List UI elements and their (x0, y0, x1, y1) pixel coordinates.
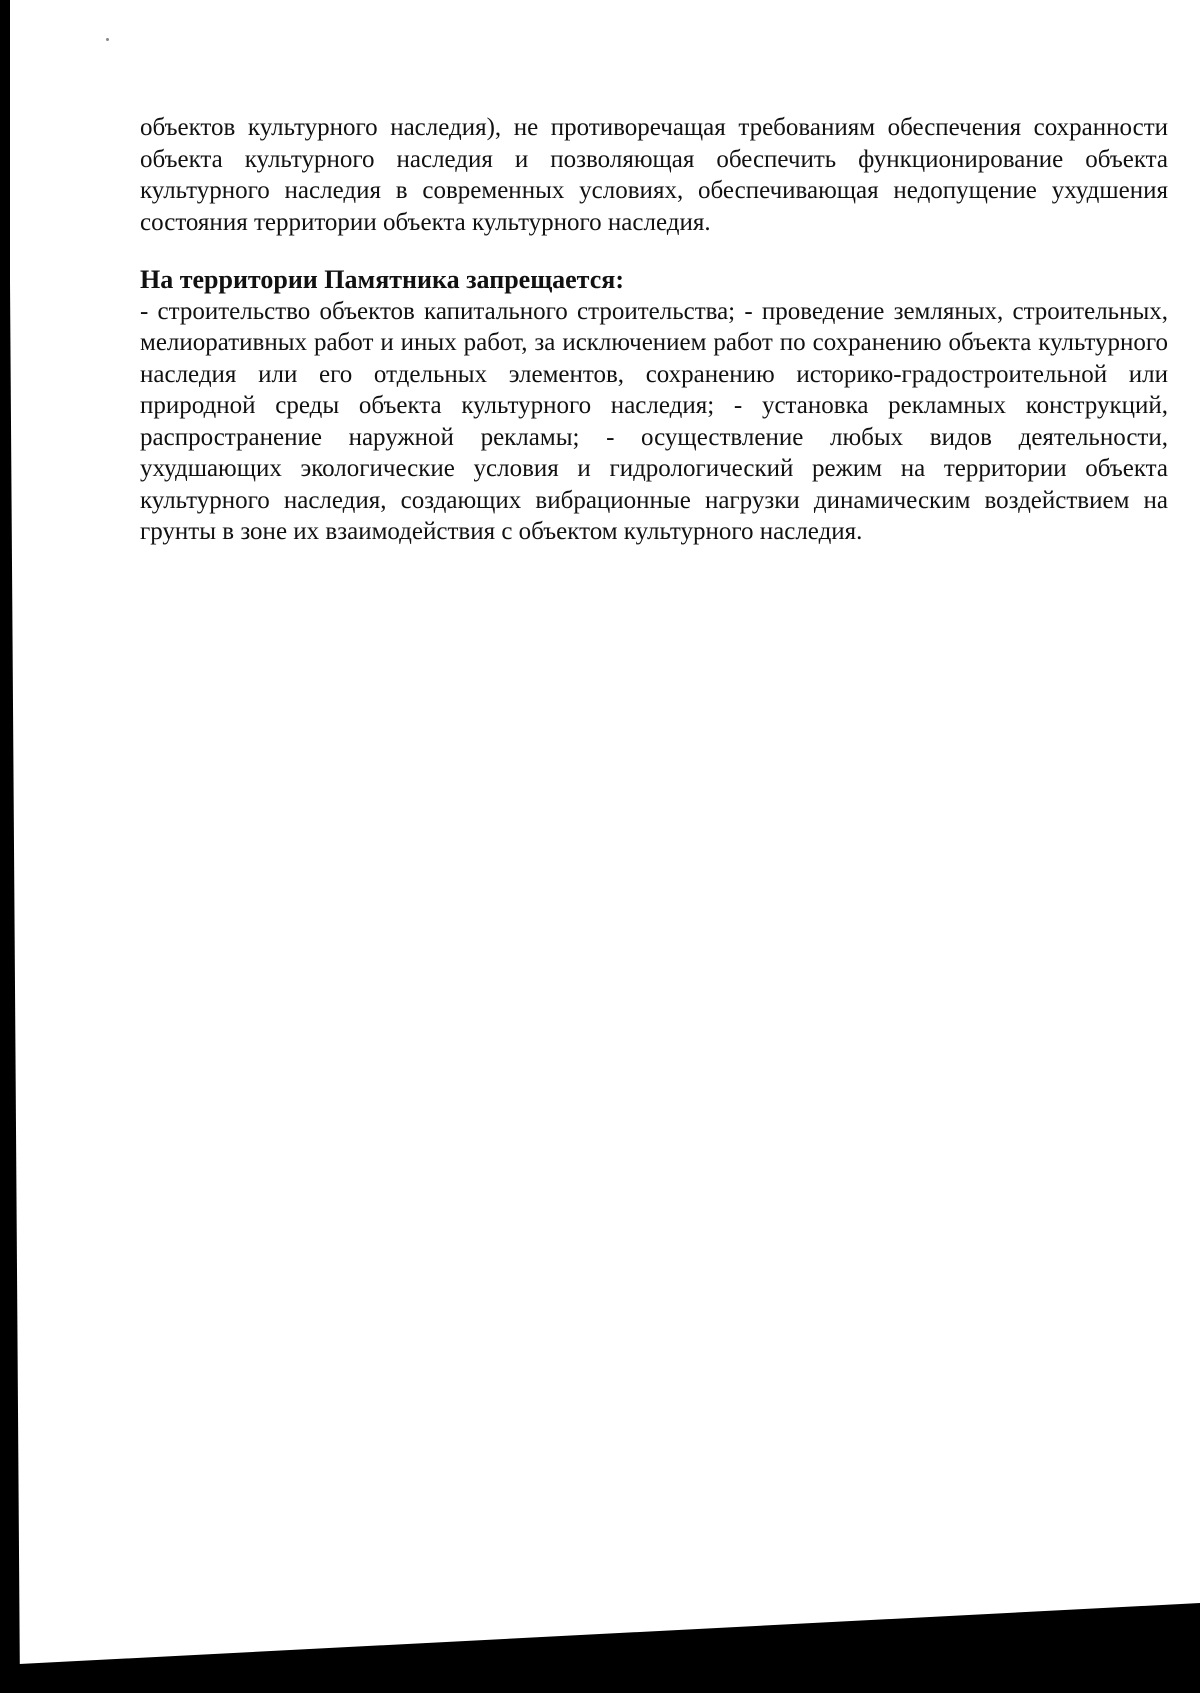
section-heading: На территории Памятника запрещается: (140, 265, 625, 294)
prohibitions-list: - строительство объектов капитального строительства; - проведение земляных, строительных, мелиоративных работ и иных работ, за исключением работ по сохранению объекта культурного наследия или его отдельных элементов, сохранению историко-градостроительной или природной среды объекта культурного наследия; - установка рекламных конструкций, распространение наружной рекламы; - осуществление любых видов деятельности, ухудшающих экологические условия и гидрологический режим на территории объекта культурного наследия, создающих вибрационные нагрузки динамическим воздействием на грунты в зоне их взаимодействия с объектом культурного наследия. (140, 297, 1168, 545)
scan-border-left-edge (0, 0, 22, 1693)
document-body (140, 112, 1168, 548)
scan-speck (106, 38, 109, 41)
intro-paragraph: объектов культурного наследия), не противоречащая требованиям обеспечения сохранности объекта культурного наследия и позволяющая обеспечить функционирование объекта культурного наследия в современных условиях, обеспечивающая недопущение ухудшения состояния территории объекта культурного наследия. (140, 114, 1168, 236)
scan-border-bottom (0, 1603, 1200, 1693)
